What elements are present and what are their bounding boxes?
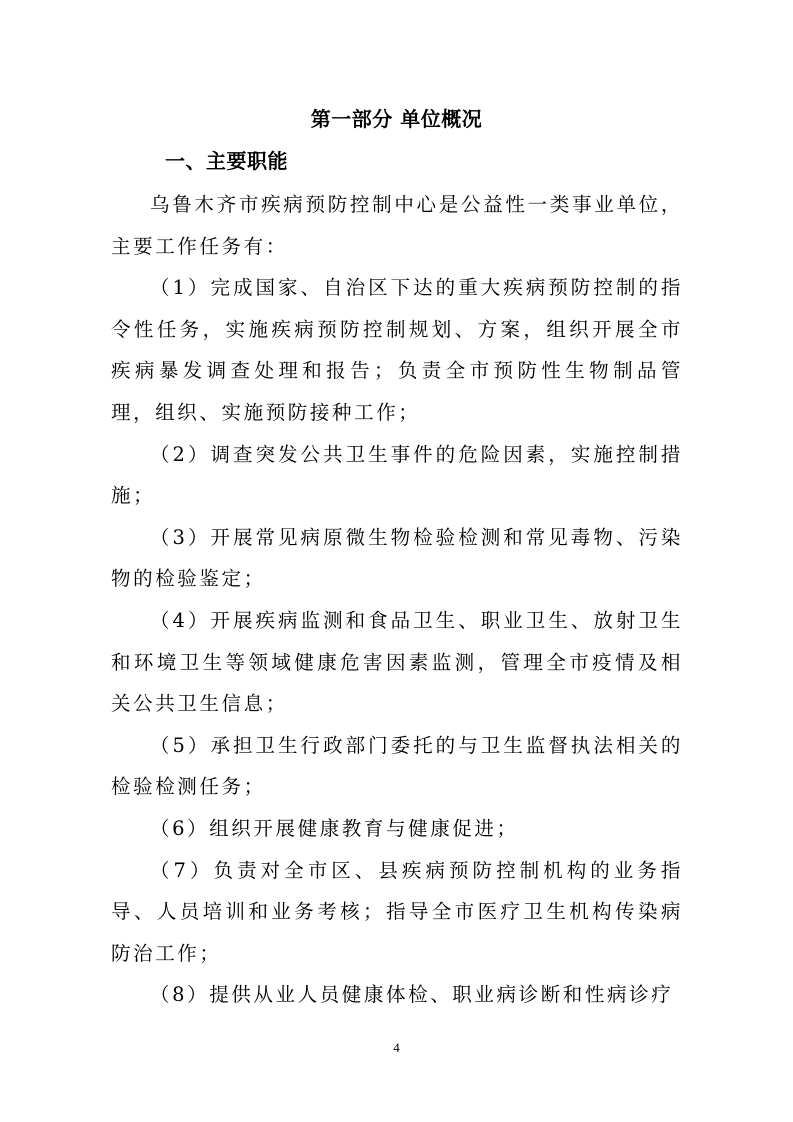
paragraph-item-2: （2）调查突发公共卫生事件的危险因素，实施控制措施； — [111, 442, 683, 508]
page-title: 第一部分 单位概况 — [310, 107, 483, 131]
page-number: 4 — [393, 1040, 400, 1055]
body-text — [111, 184, 683, 1016]
paragraph-item-5: （5）承担卫生行政部门委托的与卫生监督执法相关的检验检测任务； — [111, 733, 683, 799]
paragraph-item-4: （4）开展疾病监测和食品卫生、职业卫生、放射卫生和环境卫生等领域健康危害因素监测，管理全市疫情及相关公共卫生信息； — [111, 608, 683, 716]
paragraph-item-1: （1）完成国家、自治区下达的重大疾病预防控制的指令性任务，实施疾病预防控制规划、方案，组织开展全市疾病暴发调查处理和报告；负责全市预防性生物制品管理，组织、实施预防接种工作； — [111, 276, 683, 424]
paragraph-item-8: （8）提供从业人员健康体检、职业病诊断和性病诊疗 — [150, 983, 674, 1007]
paragraph-intro: 乌鲁木齐市疾病预防控制中心是公益性一类事业单位，主要工作任务有： — [111, 193, 683, 258]
paragraph-item-3: （3）开展常见病原微生物检验检测和常见毒物、污染物的检验鉴定； — [111, 525, 683, 591]
paragraph-item-6: （6）组织开展健康教育与健康促进； — [150, 816, 519, 840]
paragraph-item-7: （7）负责对全市区、县疾病预防控制机构的业务指导、人员培训和业务考核；指导全市医疗卫生机构传染病防治工作； — [111, 858, 683, 965]
section-heading: 一、主要职能 — [165, 149, 288, 173]
